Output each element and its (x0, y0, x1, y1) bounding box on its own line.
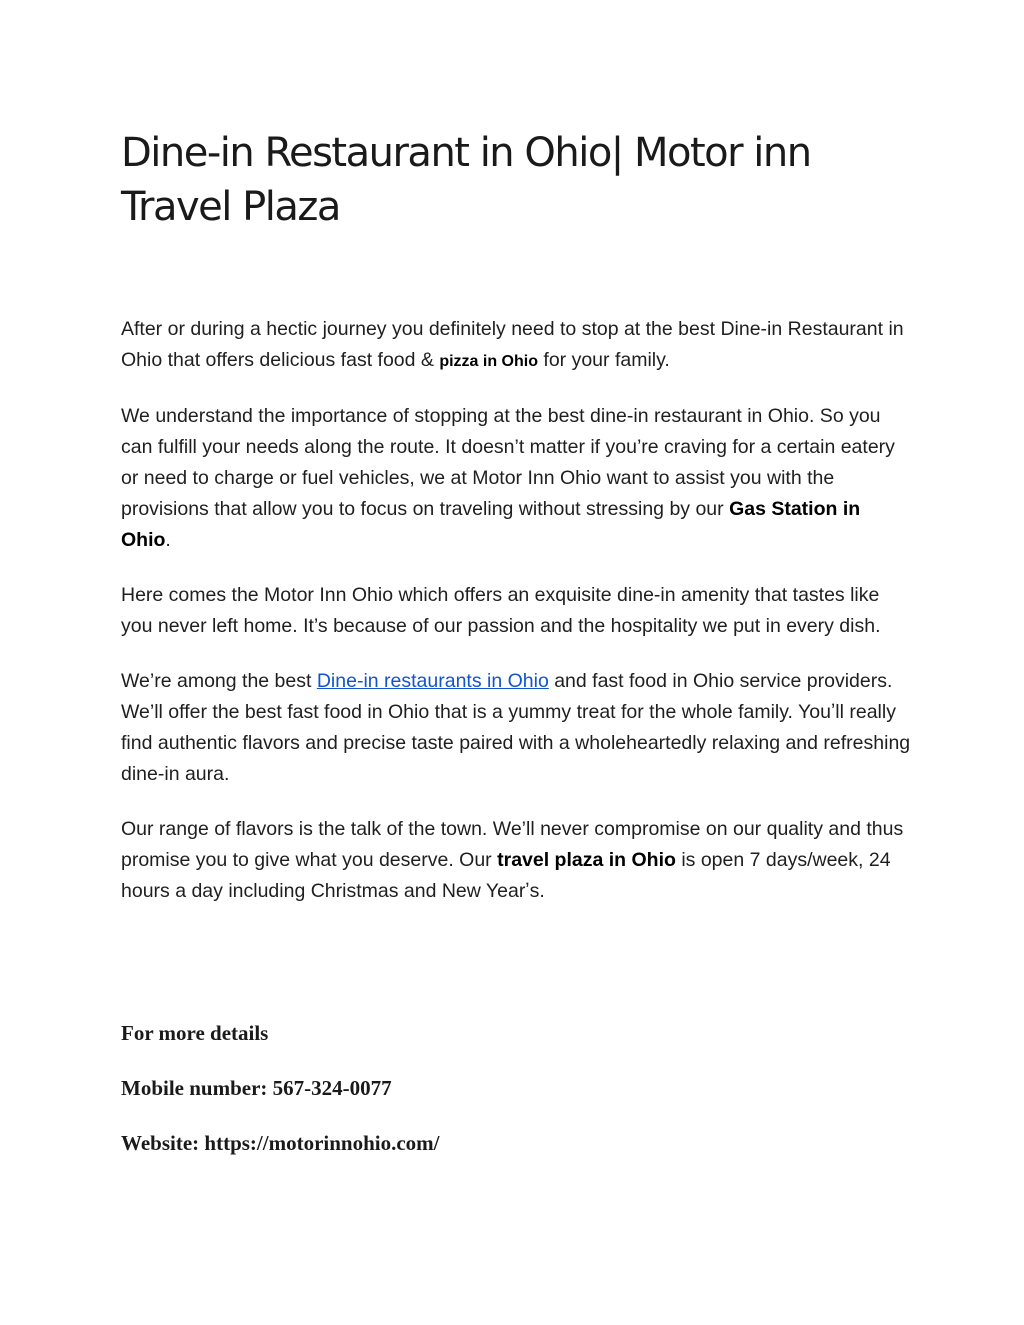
bold-keyword-gas-station: Gas Station in Ohio (121, 498, 861, 551)
contact-heading: For more details (121, 1021, 269, 1045)
paragraph-text: and fast food in Ohio service providers. We’ll offer the best fast food in Ohio that is a yummy treat for the whole family. Youʼll really find authentic flavors and precise taste paired with a wholeheartedly relaxing and refreshing dine-in aura. (121, 670, 911, 785)
paragraph-dine-in-amenity (121, 580, 911, 642)
contact-website: Website: https://motorinnohio.com/ (121, 1131, 440, 1155)
dine-in-restaurants-link[interactable]: Dine-in restaurants in Ohio (316, 670, 549, 692)
paragraph-text: We understand the importance of stopping at the best dine-in restaurant in Ohio. So you can fulfill your needs along the route. It doesn’t matter if you’re craving for a certain eatery or need to charge or fuel vehicles, we at Motor Inn Ohio want to assist you with the provisions that allow you to focus on traveling without stressing by our (121, 405, 895, 520)
bold-keyword-pizza: pizza in Ohio (439, 353, 538, 370)
document-title: Dine-in Restaurant in Ohio| Motor inn Travel Plaza (121, 130, 811, 230)
paragraph-text: Our range of flavors is the talk of the town. We’ll never compromise on our quality and thus promise you to give what you deserve. Our (121, 818, 904, 871)
document-body (121, 314, 911, 931)
contact-section (121, 1018, 821, 1183)
paragraph-importance (121, 401, 911, 556)
paragraph-text: We’re among the best (121, 670, 317, 692)
bold-keyword-travel-plaza: travel plaza in Ohio (497, 849, 676, 871)
paragraph-intro (121, 314, 911, 377)
paragraph-best-restaurants (121, 666, 911, 790)
paragraph-text: . (165, 529, 171, 551)
paragraph-text: Here comes the Motor Inn Ohio which offers an exquisite dine-in amenity that tastes like you never left home. It’s because of our passion and the hospitality we put in every dish. (121, 584, 881, 637)
paragraph-text: is open 7 days/week, 24 hours a day including Christmas and New Yearʼs. (121, 849, 891, 902)
paragraph-flavors (121, 814, 911, 907)
paragraph-text: After or during a hectic journey you definitely need to stop at the best Dine-in Restaurant in Ohio that offers delicious fast food & (121, 318, 904, 371)
contact-mobile: Mobile number: 567-324-0077 (121, 1076, 392, 1100)
paragraph-text: for your family. (538, 349, 670, 371)
